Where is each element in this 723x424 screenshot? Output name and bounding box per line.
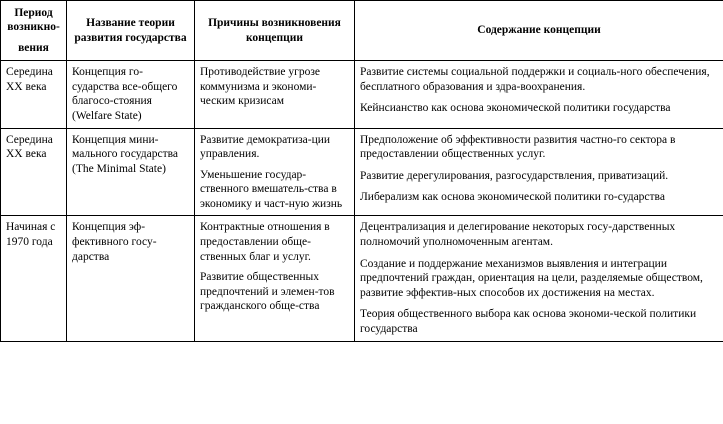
column-header-period-text: Период возникно- вения bbox=[7, 7, 60, 54]
cell-period bbox=[1, 128, 67, 216]
column-header-theory bbox=[67, 1, 195, 61]
cell-content-paragraph: Кейнсианство как основа экономической политики государства bbox=[360, 102, 671, 115]
cell-theory bbox=[67, 128, 195, 216]
column-header-content bbox=[355, 1, 723, 61]
cell-content-paragraph: Развитие системы социальной поддержки и социаль-ного обеспечения, бесплатного образования и здра-воохранения. bbox=[360, 66, 710, 93]
cell-content-paragraph: Предположение об эффективности развития частно-го сектора в предоставлении общественных услуг. bbox=[360, 133, 676, 161]
cell-reasons-text: Развитие демократиза-ции управления. Уменьшение государ-ственного вмешатель-ства в экономику и част-ную жизнь bbox=[200, 133, 343, 210]
cell-theory-text: Концепция мини-мального государства (The Minimal State) bbox=[72, 133, 179, 175]
cell-reasons-text: Противодействие угрозе коммунизма и экономи-ческим кризисам bbox=[200, 66, 321, 108]
cell-period-text: Начиная с 1970 года bbox=[6, 221, 56, 249]
cell-reasons-text: Контрактные отношения в предоставлении обще-ственных благ и услуг. Развитие общественных предпочтений и элемен-тов гражданского обще-ства bbox=[200, 221, 335, 313]
cell-content-paragraph: Развитие дерегулирования, разгосударствления, приватизаций. bbox=[360, 169, 669, 182]
cell-period-text: Середина ХХ века bbox=[6, 66, 53, 93]
column-header-content-text: Содержание концепции bbox=[477, 24, 601, 37]
cell-theory-text: Концепция эф-фективного госу-дарства bbox=[72, 221, 157, 263]
table-header bbox=[1, 1, 723, 61]
cell-content bbox=[355, 216, 723, 341]
cell-content bbox=[355, 61, 723, 128]
cell-theory-text: Концепция го-сударства все-общего благосо-стояния (Welfare State) bbox=[72, 66, 178, 122]
cell-content-paragraph: Создание и поддержание механизмов выявления и интеграции предпочтений граждан, ориентация на цели, разделяемые обществом, развитие эффектив-ных способов их достижения на местах. bbox=[360, 257, 703, 299]
cell-reasons bbox=[195, 61, 355, 128]
table-row bbox=[1, 128, 723, 216]
cell-reasons bbox=[195, 216, 355, 341]
cell-content-paragraph: Либерализм как основа экономической политики го-сударства bbox=[360, 191, 665, 204]
column-header-reasons bbox=[195, 1, 355, 61]
column-header-theory-text: Название теории развития государства bbox=[74, 17, 187, 44]
cell-content-paragraph: Теория общественного выбора как основа экономи-ческой политики государства bbox=[360, 308, 697, 336]
cell-period bbox=[1, 61, 67, 128]
table-row bbox=[1, 61, 723, 128]
column-header-reasons-text: Причины возникновения концепции bbox=[208, 17, 341, 44]
cell-period bbox=[1, 216, 67, 341]
cell-theory bbox=[67, 61, 195, 128]
cell-period-text: Середина ХХ века bbox=[6, 133, 53, 161]
table-body bbox=[1, 61, 723, 342]
cell-content-paragraph: Децентрализация и делегирование некоторых госу-дарственных полномочий уполномоченным агентам. bbox=[360, 221, 676, 249]
cell-reasons bbox=[195, 128, 355, 216]
cell-theory bbox=[67, 216, 195, 341]
cell-content bbox=[355, 128, 723, 216]
column-header-period bbox=[1, 1, 67, 61]
table-row bbox=[1, 216, 723, 341]
table-header-row bbox=[1, 1, 723, 61]
